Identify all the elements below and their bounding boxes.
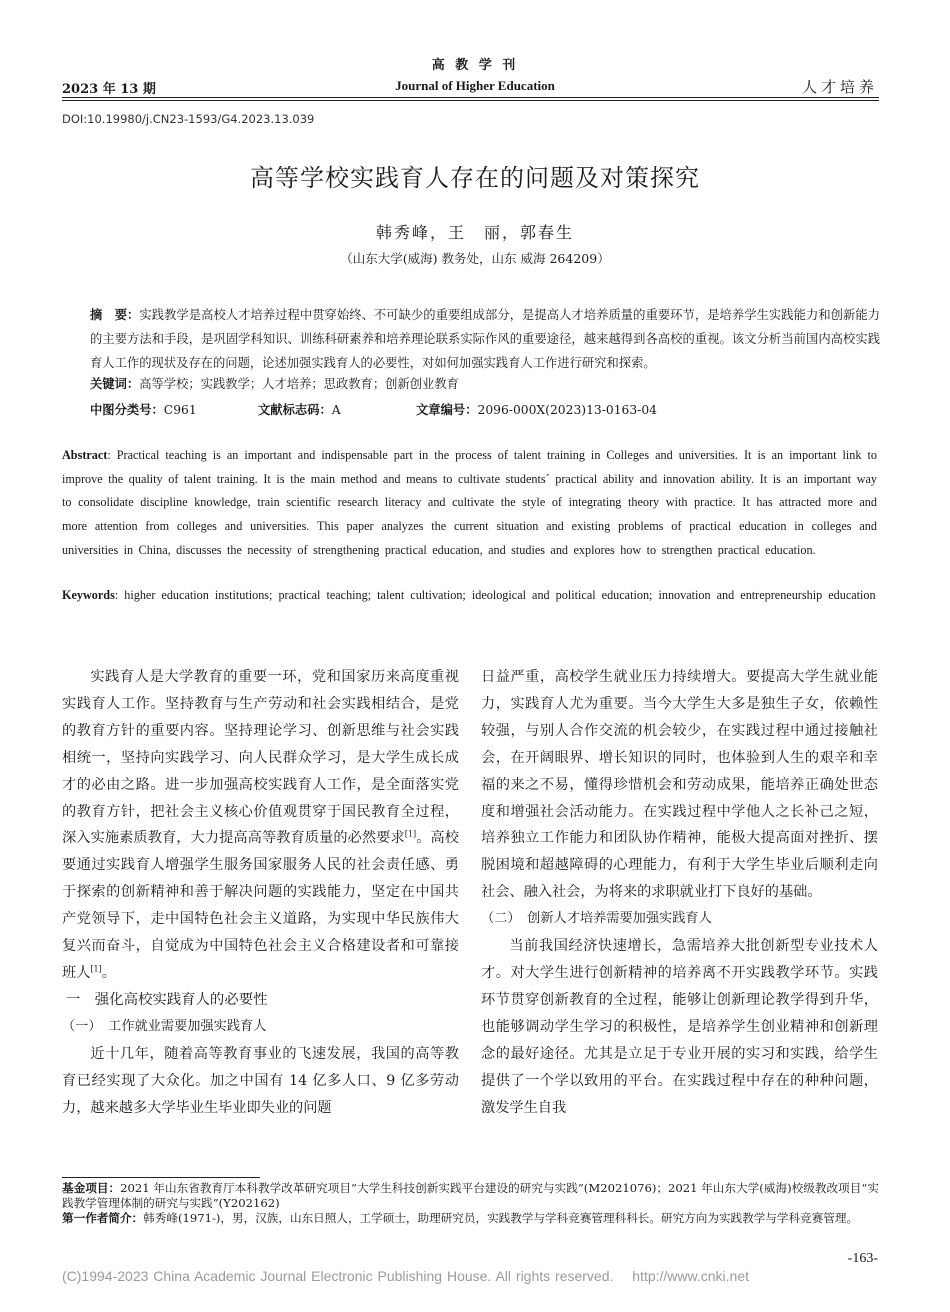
- abstract-en-label: Abstract: [62, 448, 108, 462]
- author-note-text: 韩秀峰(1971-)，男，汉族，山东日照人，工学硕士，助理研究员，实践教学与学科竞赛管理科科长。研究方向为实践教学与学科竞赛管理。: [143, 1211, 859, 1225]
- abstract-en-text: : Practical teaching is an important and indispensable part in the process of talent training in Colleges and universities. It is an important link to improve the quality of talent training. It is the main method and means to cultivate students´ practical ability and innovation ability. It is an important way to consolidate discipline knowledge, train scientific research literacy and cultivate the style of integrating theory with practice. It has attracted more and more attention from colleges and universities. This paper analyzes the current situation and existing problems of practical education in colleges and universities in China, discusses the necessity of strengthening practical education, and studies and explores how to strengthen practical education.: [62, 448, 877, 557]
- abstract-cn: [90, 303, 880, 375]
- body-paragraph: 近十几年，随着高等教育事业的飞速发展，我国的高等教育已经实现了大众化。加之中国有 14 亿多人口、9 亿多劳动力，越来越多大学毕业生毕业即失业的问题: [62, 1045, 459, 1116]
- paragraph-text: 。: [101, 964, 116, 981]
- footnote: [62, 1181, 879, 1226]
- doc-code: [258, 400, 341, 420]
- citation-ref: [1]: [404, 829, 417, 839]
- body-column-left: [62, 664, 459, 1121]
- abstract-en: [62, 444, 877, 563]
- funding-label: 基金项目：: [62, 1181, 121, 1195]
- copyright-line: (C)1994-2023 China Academic Journal Electronic Publishing House. All rights reserved. http://www.cnki.net: [62, 1268, 749, 1284]
- body-paragraph: 日益严重，高校学生就业压力持续增大。要提高大学生就业能力，实践育人尤为重要。当今大学生大多是独生子女，依赖性较强，与别人合作交流的机会较少，在实践过程中通过接触社会，在开阔眼界、增长知识的同时，也体验到人生的艰辛和幸福的来之不易，懂得珍惜机会和劳动成果，能培养正确处世态度和增强社会活动能力。在实践过程中学他人之长补己之短，培养独立工作能力和团队协作精神，能极大提高面对挫折、摆脱困境和超越障碍的心理能力，有利于大学生毕业后顺利走向社会、融入社会，为将来的求职就业打下良好的基础。: [481, 669, 878, 901]
- body-column-right: [481, 664, 878, 1121]
- keywords-cn: [90, 374, 880, 394]
- doc-code-value: A: [331, 403, 341, 417]
- doc-code-label: 文献标志码：: [258, 403, 332, 417]
- subsection-heading: （二） 创新人才培养需要加强实践育人: [481, 911, 712, 927]
- journal-name-cn: 高 教 学 刊: [431, 58, 519, 73]
- author-note-label: 第一作者简介：: [62, 1211, 144, 1225]
- keywords-cn-label: 关键词：: [90, 377, 140, 391]
- paragraph-text: 。高校要通过实践育人增强学生服务国家服务人民的社会责任感、勇于探索的创新精神和善于解决问题的实践能力，坚定在中国共产党领导下，走中国特色社会主义道路，为实现中华民族伟大复兴而奋斗，自觉成为中国特色社会主义合格建设者和可靠接班人: [62, 830, 459, 981]
- affiliation: （山东大学(威海) 教务处，山东 威海 264209）: [340, 251, 610, 266]
- journal-name-en: Journal of Higher Education: [395, 78, 555, 93]
- section-heading: 一 强化高校实践育人的必要性: [66, 991, 268, 1008]
- issue-label: 2023 年 13 期: [62, 82, 156, 97]
- funding-note: [62, 1181, 879, 1211]
- footnote-rule: [62, 1177, 260, 1178]
- clc-label: 中图分类号：: [90, 403, 164, 417]
- citation-ref: [1]: [90, 964, 102, 974]
- header-rule: [62, 97, 879, 98]
- body-paragraph: [62, 664, 459, 987]
- section-label: 人才培养: [801, 78, 878, 96]
- clc-value: C961: [163, 403, 197, 417]
- article-number-value: 2096-000X(2023)13-0163-04: [477, 403, 657, 417]
- article-number-label: 文章编号：: [416, 403, 478, 417]
- keywords-en: [62, 584, 877, 608]
- keywords-en-text: : higher education institutions; practical teaching; talent cultivation; ideological and political education; innovation and entrepreneurship education: [114, 588, 876, 602]
- paper-title: 高等学校实践育人存在的问题及对策探究: [250, 164, 700, 192]
- author-list: 韩秀峰，王 丽，郭春生: [375, 223, 574, 242]
- doi: DOI:10.19980/j.CN23-1593/G4.2023.13.039: [62, 112, 315, 126]
- body-paragraph: 当前我国经济快速增长，急需培养大批创新型专业技术人才。对大学生进行创新精神的培养离不开实践教学环节。实践环节贯穿创新教育的全过程，能够让创新理论教学得到升华，也能够调动学生学习的积极性，是培养学生创业精神和创新理念的最好途径。尤其是立足于专业开展的实习和实践，给学生提供了一个学以致用的平台。在实践过程中存在的种种问题，激发学生自我: [481, 938, 878, 1116]
- subsection-heading: （一） 工作就业需要加强实践育人: [62, 1018, 267, 1034]
- funding-text: 2021 年山东省教育厅本科教学改革研究项目“大学生科技创新实践平台建设的研究与实践”(M2021076)；2021 年山东大学(威海)校级教改项目“实践教学管理体制的研究与实践”(Y202162): [62, 1181, 879, 1210]
- header-rule-2: [62, 100, 879, 101]
- abstract-cn-label: 摘 要：: [90, 308, 140, 322]
- page-number: -163-: [847, 1251, 878, 1266]
- article-number: [416, 400, 657, 420]
- abstract-cn-text: 实践教学是高校人才培养过程中贯穿始终、不可缺少的重要组成部分，是提高人才培养质量的重要环节，是培养学生实践能力和创新能力的主要方法和手段，是巩固学科知识、训练科研素养和培养理论联系实际作风的重要途径，越来越得到各高校的重视。该文分析当前国内高校实践育人工作的现状及存在的问题，论述加强实践育人的必要性，对如何加强实践育人工作进行研究和探索。: [90, 308, 880, 370]
- author-note: [62, 1211, 879, 1226]
- paragraph-text: 实践育人是大学教育的重要一环，党和国家历来高度重视实践育人工作。坚持教育与生产劳动和社会实践相结合，是党的教育方针的重要内容。坚持理论学习、创新思维与社会实践相统一，坚持向实践学习、向人民群众学习，是大学生成长成才的必由之路。进一步加强高校实践育人工作，是全面落实党的教育方针，把社会主义核心价值观贯穿于国民教育全过程，深入实施素质教育，大力提高高等教育质量的必然要求: [62, 669, 459, 847]
- keywords-en-label: Keywords: [62, 588, 115, 602]
- keywords-cn-text: 高等学校；实践教学；人才培养；思政教育；创新创业教育: [139, 377, 459, 391]
- clc-number: [90, 400, 197, 420]
